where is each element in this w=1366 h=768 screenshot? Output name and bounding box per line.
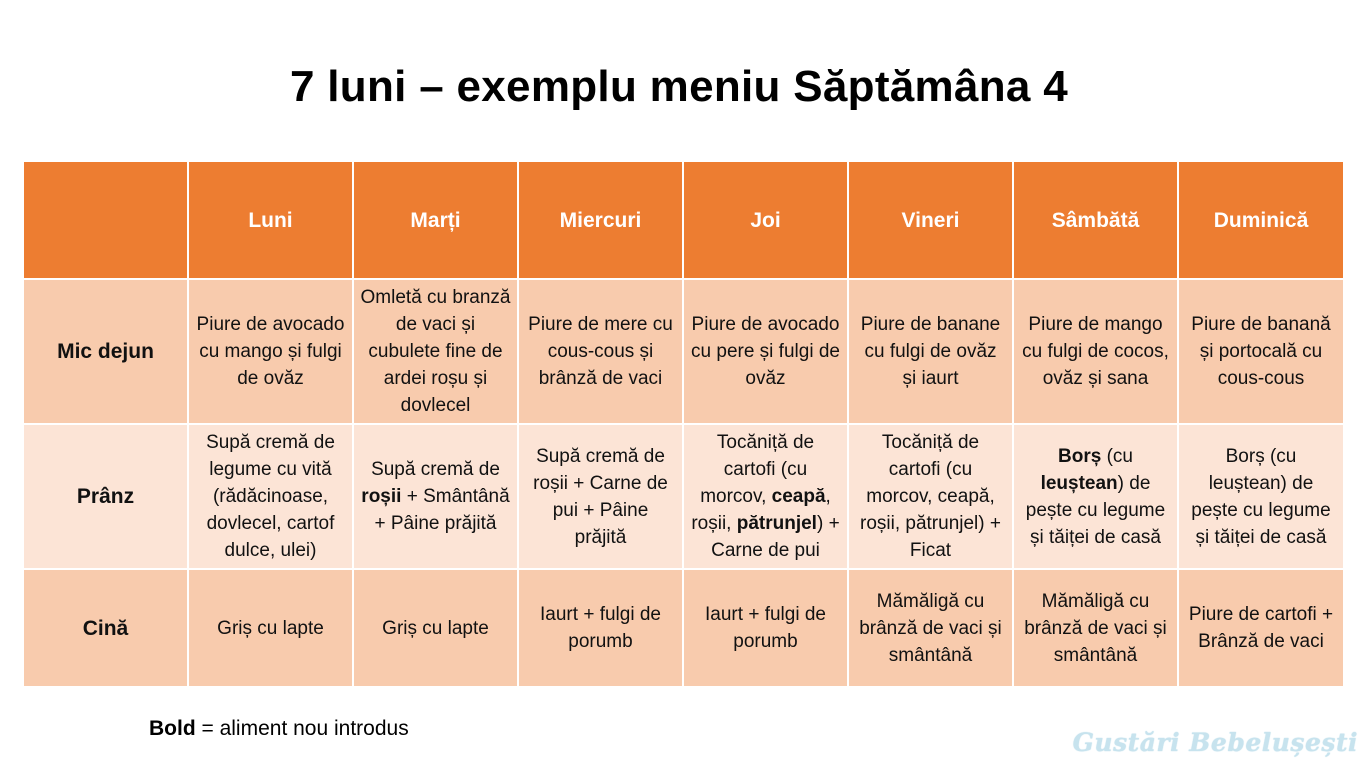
meal-row-pranz (23, 424, 1344, 569)
menu-cell (848, 424, 1013, 569)
menu-cell (518, 569, 683, 687)
menu-cell-text: Supă cremă de roșii + Carne de pui + Pâine prăjită (533, 445, 668, 548)
menu-cell (683, 569, 848, 687)
menu-cell-text: Griș cu lapte (217, 617, 324, 639)
menu-cell (683, 424, 848, 569)
new-food-bold-text: pătrunjel (736, 513, 817, 534)
legend-text: = aliment nou introdus (195, 717, 409, 740)
new-food-bold-text: Borș (1058, 445, 1102, 467)
legend-bold-word: Bold (149, 717, 196, 740)
menu-cell (683, 279, 848, 424)
menu-cell-text: (cu (1101, 445, 1133, 467)
menu-cell-text: Omletă cu branză de vaci și cubulete fine de ardei roșu și dovlecel (360, 287, 511, 416)
menu-cell (518, 424, 683, 569)
menu-cell-text: Piure de banană și portocală cu cous-cous (1191, 314, 1331, 389)
meal-label-mic-dejun: Mic dejun (23, 279, 188, 424)
bold-legend (149, 717, 409, 741)
menu-cell-text: Tocăniță de cartofi (cu morcov, (700, 432, 815, 507)
menu-cell-text: Supă cremă de legume cu vită (rădăcinoase, dovlecel, cartof dulce, ulei) (206, 432, 335, 561)
menu-cell-text: Piure de avocado cu mango și fulgi de ovăz (196, 314, 345, 389)
menu-cell-text: Piure de banane cu fulgi de ovăz și iaurt (860, 314, 1001, 389)
menu-cell (1013, 424, 1178, 569)
day-header-joi: Joi (683, 161, 848, 279)
day-header-sambata: Sâmbătă (1013, 161, 1178, 279)
menu-cell-text: Iaurt + fulgi de porumb (705, 604, 826, 652)
brand-watermark: Gustări Bebelușești (1072, 728, 1358, 757)
menu-cell-text: ) de pește cu legume și tăiței de casă (1025, 472, 1166, 548)
meal-row-cina (23, 569, 1344, 687)
weekly-menu-table (22, 160, 1345, 688)
menu-cell (1178, 279, 1344, 424)
header-row (23, 161, 1344, 279)
menu-cell-text: Mămăligă cu brânză de vaci și smântână (1024, 590, 1167, 666)
menu-cell (353, 279, 518, 424)
menu-cell-text: Borș (cu leuștean) de pește cu legume și tăiței de casă (1191, 445, 1331, 548)
menu-cell (1178, 424, 1344, 569)
menu-cell-text: + Smântână + Pâine prăjită (374, 486, 510, 534)
menu-cell-text: Tocăniță de cartofi (cu morcov, ceapă, roșii, pătrunjel) + Ficat (860, 432, 1001, 561)
menu-cell (188, 279, 353, 424)
menu-cell-text: Iaurt + fulgi de porumb (540, 604, 661, 652)
menu-cell (353, 569, 518, 687)
day-header-luni: Luni (188, 161, 353, 279)
menu-cell-text: Supă cremă de (371, 459, 500, 480)
meal-label-cina: Cină (23, 569, 188, 687)
menu-cell (1013, 279, 1178, 424)
menu-cell (1178, 569, 1344, 687)
new-food-bold-text: ceapă (771, 486, 826, 507)
menu-cell-text: Piure de mango cu fulgi de cocos, ovăz și sana (1022, 314, 1169, 389)
menu-cell (1013, 569, 1178, 687)
page-title: 7 luni – exemplu meniu Săptămâna 4 (289, 62, 1068, 111)
day-header-miercuri: Miercuri (518, 161, 683, 279)
menu-cell-text: Griș cu lapte (382, 617, 489, 639)
corner-cell (23, 161, 188, 279)
day-header-marti: Marți (353, 161, 518, 279)
menu-cell (353, 424, 518, 569)
menu-cell (848, 569, 1013, 687)
new-food-bold-text: roșii (361, 486, 402, 507)
menu-cell-text: ) + Carne de pui (711, 513, 840, 561)
menu-cell (188, 569, 353, 687)
day-header-duminica: Duminică (1178, 161, 1344, 279)
menu-cell-text: Piure de mere cu cous-cous și brânză de vaci (528, 314, 673, 389)
menu-cell (848, 279, 1013, 424)
menu-cell (518, 279, 683, 424)
menu-cell (188, 424, 353, 569)
new-food-bold-text: leuștean (1040, 472, 1118, 494)
menu-cell-text: Piure de avocado cu pere și fulgi de ovăz (691, 314, 840, 389)
meal-label-pranz: Prânz (23, 424, 188, 569)
menu-cell-text: , roșii, (691, 486, 831, 534)
day-header-vineri: Vineri (848, 161, 1013, 279)
menu-cell-text: Mămăligă cu brânză de vaci și smântână (859, 590, 1002, 666)
meal-row-mic-dejun (23, 279, 1344, 424)
menu-cell-text: Piure de cartofi + Brânză de vaci (1188, 604, 1334, 652)
